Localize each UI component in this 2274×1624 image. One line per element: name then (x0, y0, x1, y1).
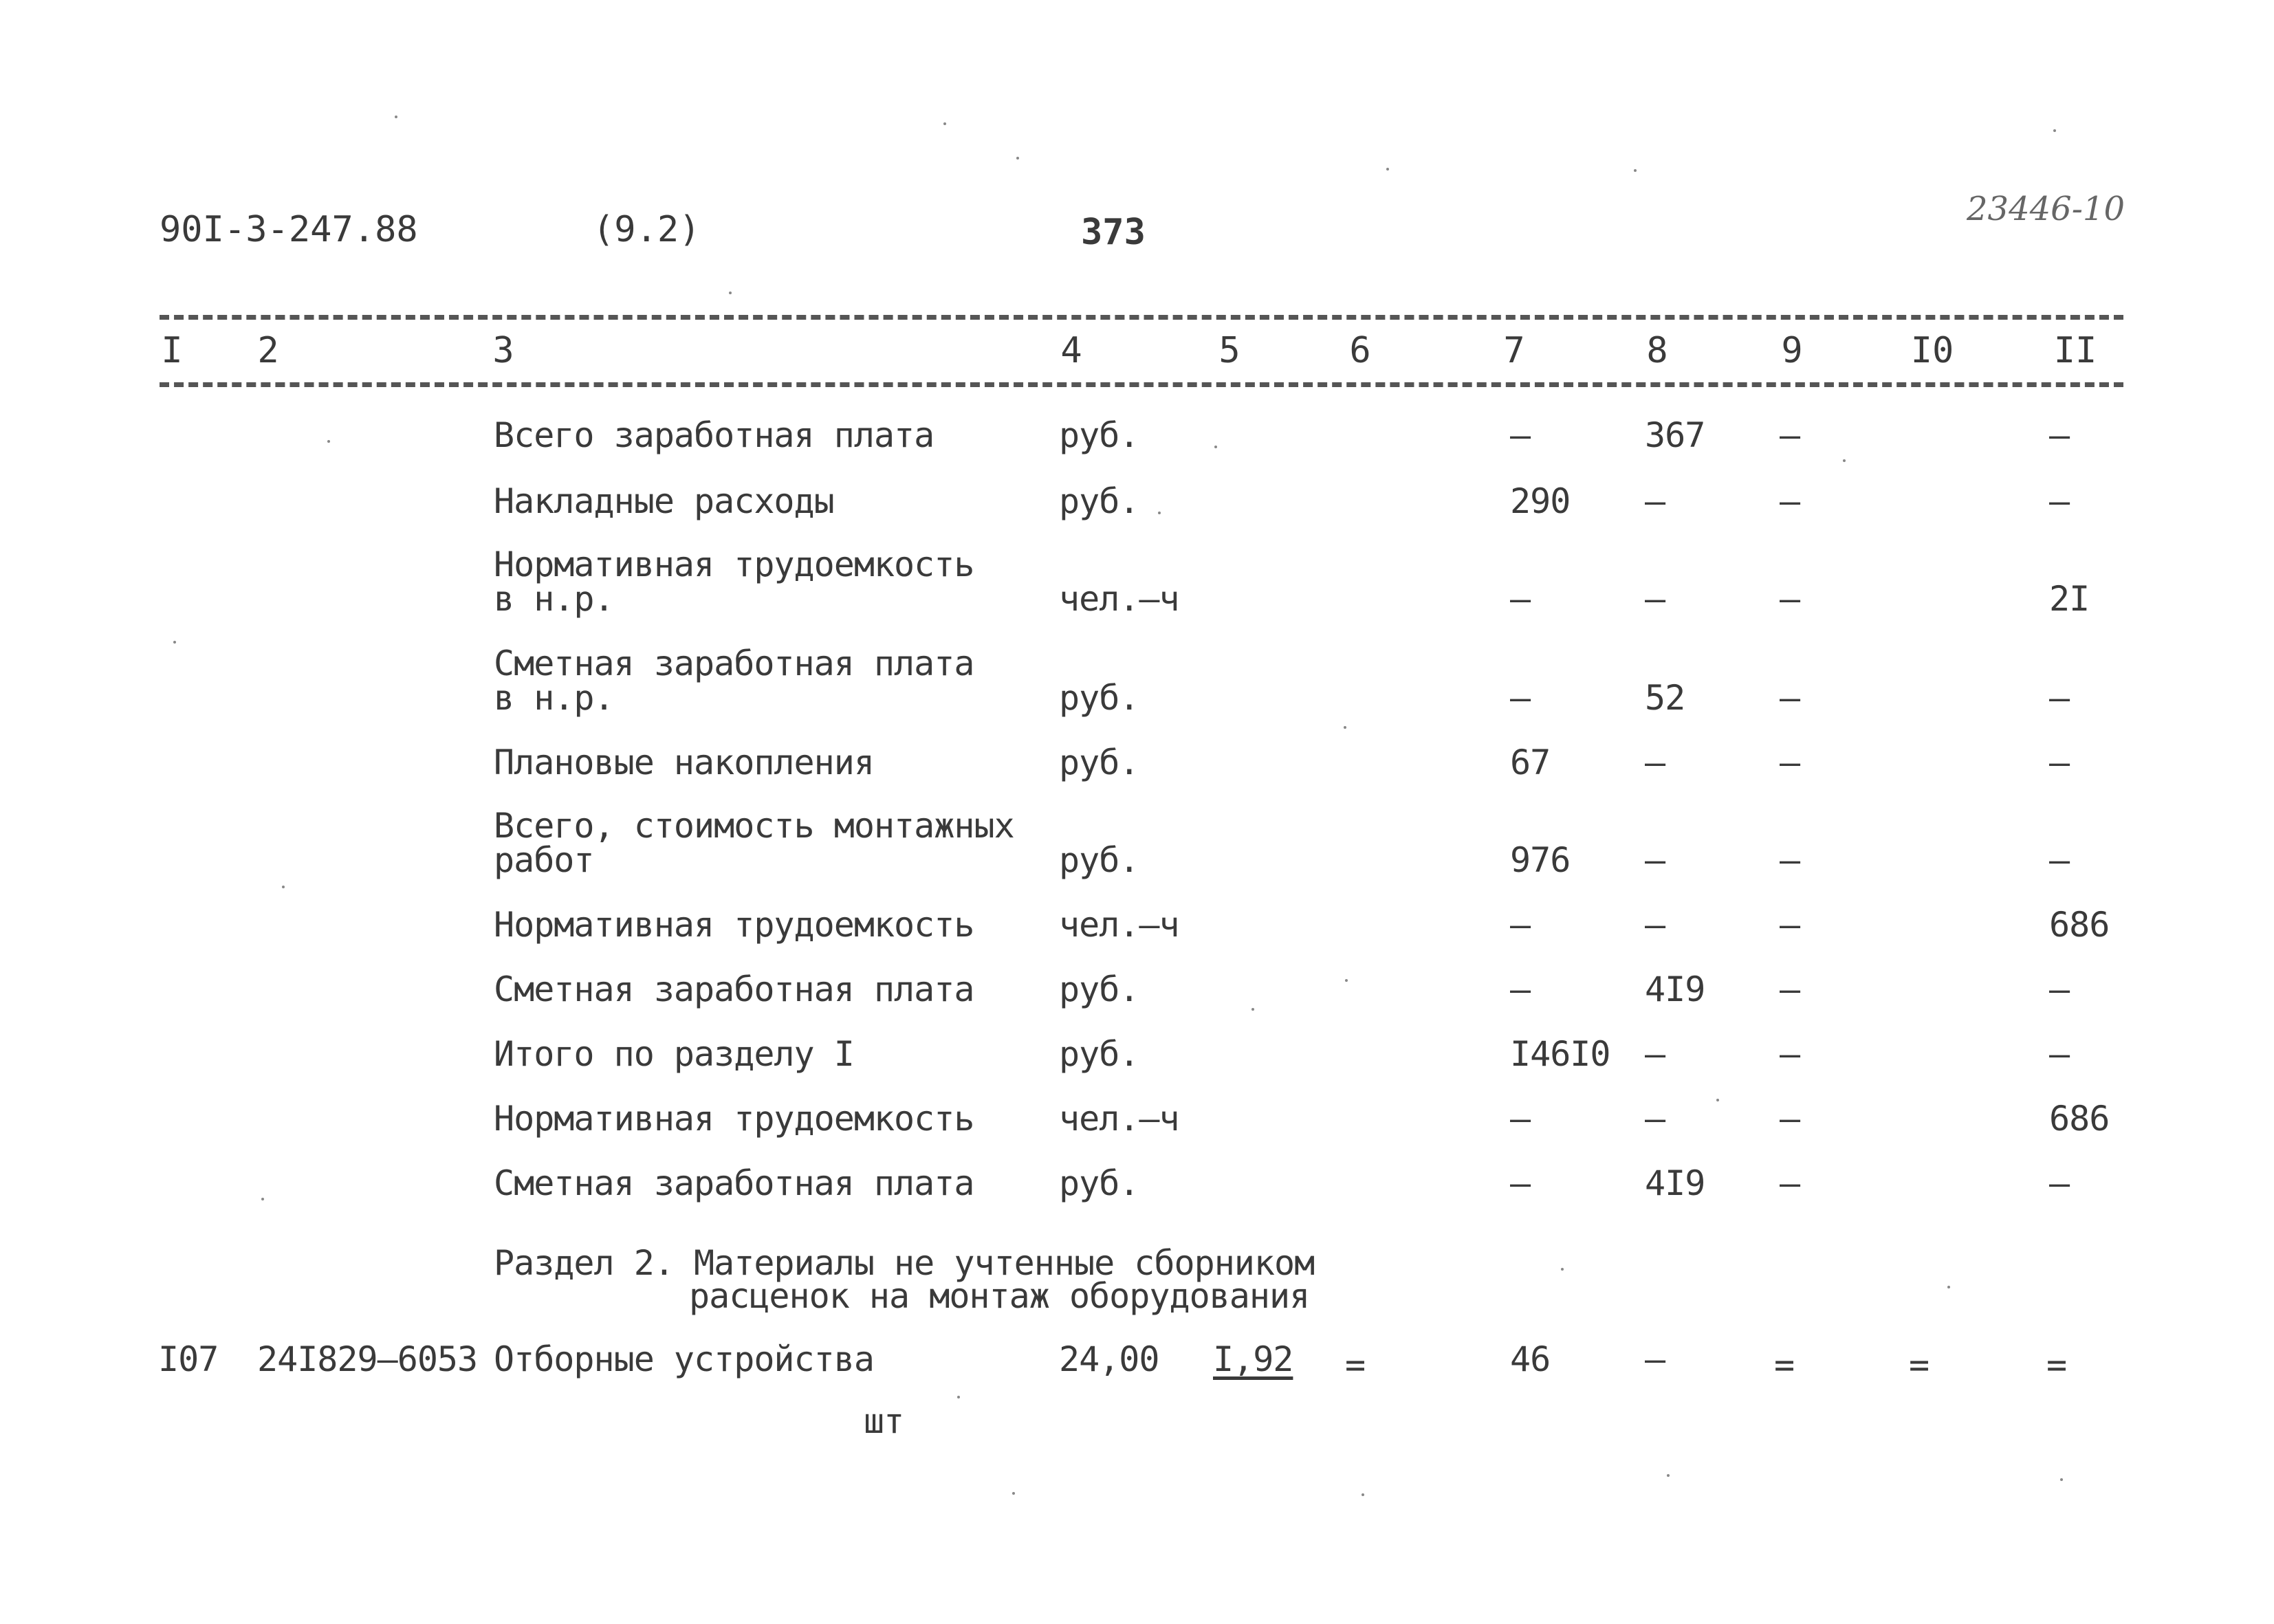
cell-col11: – (2049, 481, 2070, 521)
cell-col8: 4I9 (1645, 969, 1705, 1009)
cell-col8: 52 (1645, 678, 1685, 718)
cell-col11: 2I (2049, 579, 2090, 619)
cell-col11: – (2049, 840, 2070, 880)
cell-col7: 67 (1510, 743, 1551, 782)
cell-col11: – (2049, 743, 2070, 782)
cell-col4: 24,00 (1059, 1339, 1159, 1379)
column-header: 3 (492, 330, 514, 371)
cell-col7: – (1510, 678, 1531, 718)
row-name: Всего заработная плата (494, 415, 934, 455)
column-header: I (161, 330, 183, 371)
cell-col8: – (1645, 1034, 1665, 1074)
row-name: Нормативная трудоемкость (494, 1099, 974, 1139)
column-header: 6 (1349, 330, 1371, 371)
row-unit: руб. (1059, 1034, 1139, 1074)
cell-col11: 686 (2049, 905, 2110, 945)
cell-col9: – (1780, 905, 1800, 945)
page-number: 373 (1081, 212, 1146, 253)
row-name-line1: Всего, стоимость монтажных (494, 806, 1014, 846)
cell-col11: – (2049, 415, 2070, 455)
cell-col9: – (1780, 678, 1800, 718)
handwritten-archive-number: 23446-10 (1967, 190, 2125, 228)
row-name: Итого по разделу I (494, 1034, 854, 1074)
row-unit: руб. (1059, 678, 1139, 718)
column-header: 7 (1503, 330, 1525, 371)
cell-col9: – (1780, 840, 1800, 880)
row-unit: руб. (1059, 415, 1139, 455)
column-header: 4 (1060, 330, 1082, 371)
document-code: 90I-3-247.88 (160, 209, 418, 250)
row-unit: чел.–ч (1059, 905, 1179, 945)
row-unit: чел.–ч (1059, 1099, 1179, 1139)
cell-col9: – (1780, 969, 1800, 1009)
row-name-line2: в н.р. (494, 579, 614, 619)
header-top-rule (160, 315, 2123, 320)
cell-col11: – (2049, 678, 2070, 718)
cell-col7: – (1510, 969, 1531, 1009)
cell-col7: 46 (1510, 1339, 1551, 1379)
column-header: 8 (1646, 330, 1668, 371)
cell-col8: 367 (1645, 415, 1705, 455)
cell-col7: – (1510, 1099, 1531, 1139)
item-number: I07 (158, 1339, 219, 1379)
row-unit: руб. (1059, 840, 1139, 880)
row-name: Сметная заработная плата (494, 1163, 974, 1203)
cell-col8: – (1645, 1339, 1665, 1379)
cell-col9: – (1780, 743, 1800, 782)
cell-col8: – (1645, 905, 1665, 945)
cell-col9: – (1780, 1163, 1800, 1203)
section-title-line1: Раздел 2. Материалы не учтенные сборником (494, 1243, 1315, 1283)
cell-col9: – (1780, 1034, 1800, 1074)
cell-col8: – (1645, 1099, 1665, 1139)
row-name: Плановые накопления (494, 743, 874, 782)
row-name-line2: работ (494, 840, 594, 880)
row-name: Сметная заработная плата (494, 969, 974, 1009)
cell-col7: 290 (1510, 481, 1571, 521)
column-header: II (2053, 330, 2097, 371)
row-name-line1: Нормативная трудоемкость (494, 545, 974, 584)
cell-col8: – (1645, 743, 1665, 782)
row-unit: руб. (1059, 969, 1139, 1009)
cell-col9: – (1780, 1099, 1800, 1139)
row-unit: руб. (1059, 743, 1139, 782)
column-header: 9 (1781, 330, 1803, 371)
item-code: 24I829–6053 (257, 1339, 478, 1379)
section-title-line2: расценок на монтаж оборудования (689, 1276, 1310, 1316)
row-name: Нормативная трудоемкость (494, 905, 974, 945)
header-bottom-rule (160, 382, 2123, 387)
cell-col11: = (2046, 1345, 2067, 1385)
section-reference: (9.2) (593, 209, 701, 250)
column-header: I0 (1910, 330, 1954, 371)
item-name: Отборные устройства (494, 1339, 874, 1379)
item-unit: шт (864, 1401, 904, 1441)
cell-col11: 686 (2049, 1099, 2110, 1139)
cell-col7: 976 (1510, 840, 1571, 880)
cell-col9: – (1780, 579, 1800, 619)
cell-col9: – (1780, 415, 1800, 455)
cell-col8: 4I9 (1645, 1163, 1705, 1203)
cell-col8: – (1645, 840, 1665, 880)
row-unit: руб. (1059, 481, 1139, 521)
column-header: 2 (257, 330, 279, 371)
cell-col11: – (2049, 1034, 2070, 1074)
cell-col7: – (1510, 415, 1531, 455)
cell-col6: = (1345, 1345, 1366, 1385)
cell-col9: = (1774, 1345, 1795, 1385)
row-name-line1: Сметная заработная плата (494, 644, 974, 683)
row-name-line2: в н.р. (494, 678, 614, 718)
cell-col11: – (2049, 969, 2070, 1009)
row-unit: руб. (1059, 1163, 1139, 1203)
cell-col5: I,92 (1213, 1339, 1293, 1379)
cell-col9: – (1780, 481, 1800, 521)
cell-col10: = (1909, 1345, 1929, 1385)
cell-col8: – (1645, 579, 1665, 619)
row-name: Накладные расходы (494, 481, 834, 521)
cell-col8: – (1645, 481, 1665, 521)
column-header: 5 (1218, 330, 1240, 371)
cell-col7: I46I0 (1510, 1034, 1610, 1074)
cell-col7: – (1510, 905, 1531, 945)
cell-col11: – (2049, 1163, 2070, 1203)
cell-col7: – (1510, 579, 1531, 619)
row-unit: чел.–ч (1059, 579, 1179, 619)
cell-col7: – (1510, 1163, 1531, 1203)
